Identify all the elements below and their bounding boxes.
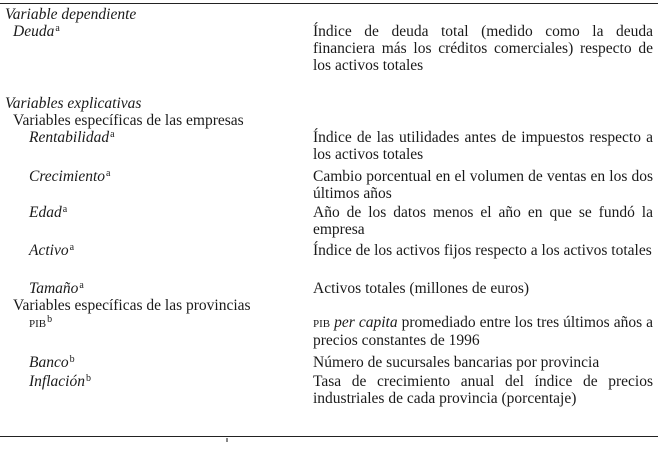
per-capita-text: per capita: [334, 314, 398, 331]
variable-desc-crecimiento: Cambio porcentual en el volumen de ventas en los dos últimos años: [313, 168, 653, 202]
section-header-explanatory: Variables explicativas: [5, 95, 142, 112]
footnote-mark: a: [110, 129, 115, 140]
variable-name-crecimiento: Crecimiento$^a$: [29, 168, 111, 185]
variable-desc-deuda: Índice de deuda total (medido como la deuda financiera más los créditos comerciales) respecto de los activos totales: [313, 23, 653, 74]
table-top-rule: [0, 3, 658, 4]
subsection-header-firm: Variables específicas de las empresas: [13, 112, 244, 129]
table-bottom-rule: [0, 436, 658, 437]
section-header-dependent: Variable dependiente: [5, 6, 137, 23]
variable-name-tamano: Tamaño$^a$: [29, 280, 84, 297]
subsection-header-province: Variables específicas de las provincias: [13, 297, 251, 314]
footnote-mark: b: [85, 373, 91, 384]
variable-name-activo: Activo$^a$: [29, 242, 75, 259]
footnote-mark: a: [62, 204, 68, 215]
variable-desc-inflacion: Tasa de crecimiento anual del índice de precios industriales de cada provincia (porcentaje): [313, 373, 653, 407]
variable-desc-activo: Índice de los activos fijos respecto a los activos totales: [313, 242, 652, 259]
footnote-mark: b: [47, 314, 53, 325]
variable-desc-banco: Número de sucursales bancarias por provincia: [313, 354, 600, 371]
variable-desc-pib: [313, 314, 653, 349]
footnote-mark: a: [55, 23, 60, 34]
footnote-mark: a: [79, 280, 84, 291]
variable-desc-rentabilidad: Índice de las utilidades antes de impuestos respecto a los activos totales: [313, 129, 653, 163]
variable-name-deuda: Deuda$^a$: [13, 23, 60, 40]
footnote-mark: a: [106, 168, 111, 179]
variable-name-edad: Edad$^a$: [29, 204, 68, 221]
pib-abbrev: pib: [313, 315, 331, 331]
stray-mark: [226, 438, 228, 442]
variable-desc-tamano: Activos totales (millones de euros): [313, 280, 530, 297]
footnote-mark: b: [69, 354, 75, 365]
variable-name-pib: pib$^b$: [29, 314, 53, 331]
footnote-mark: a: [69, 242, 75, 253]
variable-name-inflacion: Inflación$^b$: [29, 373, 91, 390]
pib-desc-rest: promediado entre los tres últimos años a precios constantes de 1996: [313, 314, 654, 349]
variable-name-rentabilidad: Rentabilidad$^a$: [29, 129, 115, 146]
variable-name-banco: Banco$^b$: [29, 354, 75, 371]
variable-desc-edad: Año de los datos menos el año en que se fundó la empresa: [313, 204, 653, 238]
